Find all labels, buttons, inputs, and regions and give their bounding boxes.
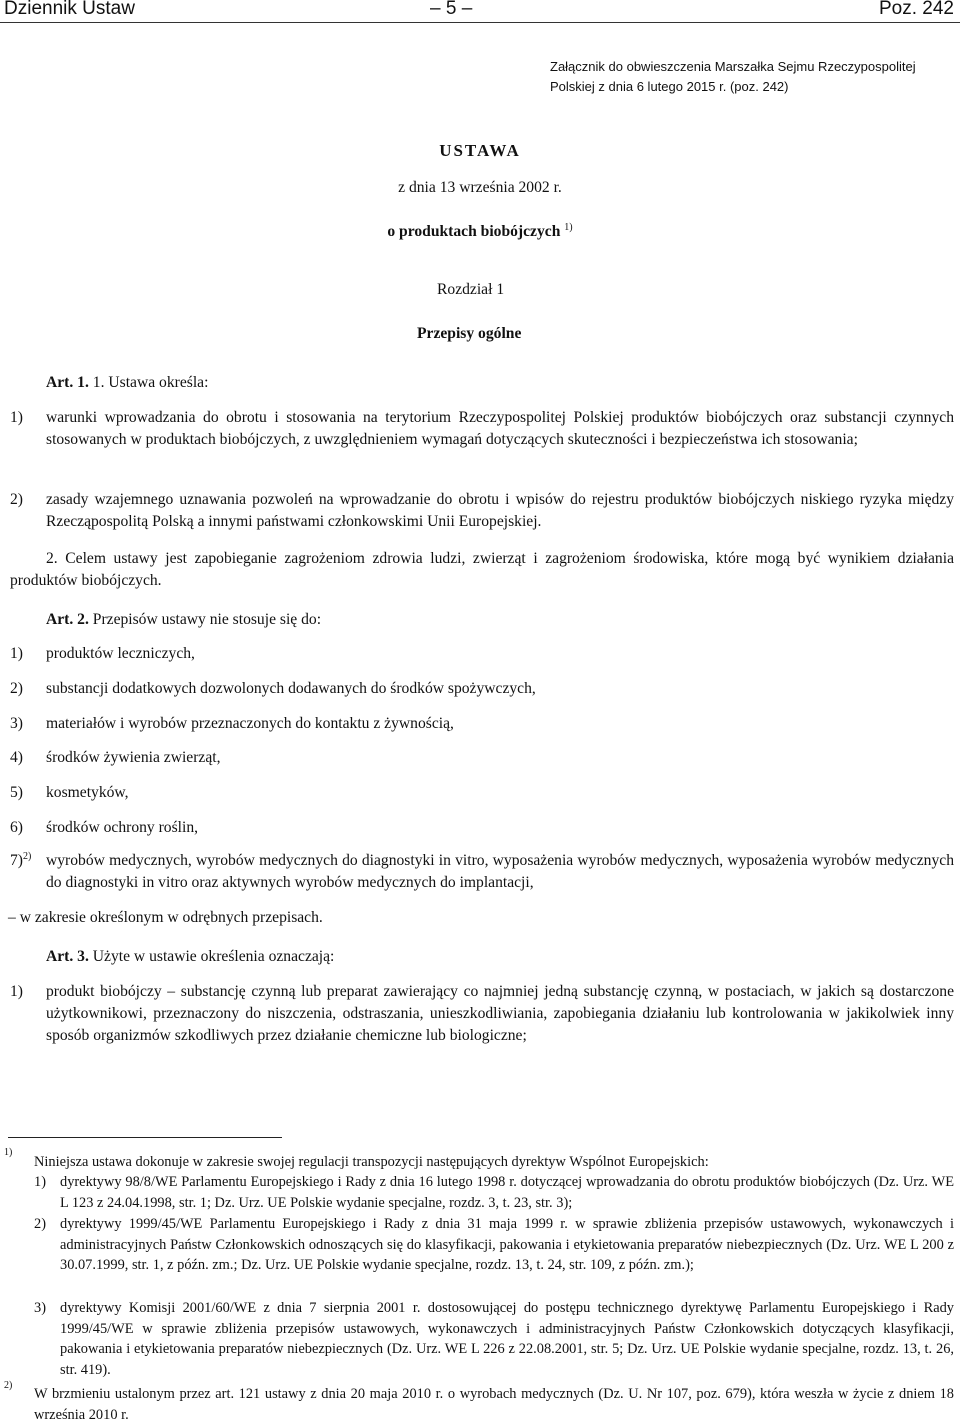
list-item: 6) środków ochrony roślin, bbox=[10, 819, 199, 836]
art1-heading: Art. 1. 1. Ustawa określa: bbox=[46, 374, 209, 391]
footnote-mark: 1) bbox=[4, 1147, 13, 1158]
footnote-ref: 2) bbox=[23, 850, 32, 862]
chapter-title: Przepisy ogólne bbox=[417, 325, 522, 342]
art3-heading: Art. 3. Użyte w ustawie określenia oznaczają: bbox=[46, 948, 335, 965]
footnote-item: 2) dyrektywy 1999/45/WE Parlamentu Europejskiego i Rady z dnia 31 maja 1999 r. w sprawie zbliżenia przepisów ustawowych, wykonawczych i administracyjnych Państw Członkowskich odnoszących się do klasyfikacji, pakowania i etykietowania preparatów niebezpiecznych (Dz. Urz. WE L 200 z 30.07.1999, str. 1, z późn. zm.; Dz. Urz. UE Polskie wydanie specjalne, rozdz. 13, t. 24, str. 109, z późn. zm.); bbox=[34, 1216, 954, 1273]
art2-closing: – w zakresie określonym w odrębnych przepisach. bbox=[8, 909, 323, 926]
header-rule bbox=[0, 22, 960, 23]
art2-heading: Art. 2. Przepisów ustawy nie stosuje się do: bbox=[46, 611, 322, 628]
page-number: – 5 – bbox=[430, 0, 473, 19]
act-date: z dnia 13 września 2002 r. bbox=[398, 179, 562, 196]
journal-name: Dziennik Ustaw bbox=[4, 0, 135, 19]
annex-note: Załącznik do obwieszczenia Marszałka Sejmu Rzeczypospolitej Polskiej z dnia 6 lutego 2015 r. (poz. 242) bbox=[550, 59, 916, 94]
act-subject: o produktach biobójczych $^{1)}$ bbox=[387, 221, 573, 240]
footnote-mark: 2) bbox=[4, 1380, 13, 1391]
list-item: 5) kosmetyków, bbox=[10, 784, 129, 801]
footnote-1-intro: Niniejsza ustawa dokonuje w zakresie swojej regulacji transpozycji następujących dyrektyw Wspólnot Europejskich: bbox=[34, 1154, 709, 1170]
list-item: 2) substancji dodatkowych dozwolonych dodawanych do środków spożywczych, bbox=[10, 680, 536, 697]
art1-paragraph-2: 2. Celem ustawy jest zapobieganie zagrożeniom zdrowia ludzi, zwierząt i zagrożeniom środowiska, które mogą być wynikiem działania produktów biobójczych. bbox=[10, 550, 954, 589]
footnote-2-text: W brzmieniu ustalonym przez art. 121 ustawy z dnia 20 maja 2010 r. o wyrobach medycznych (Dz. U. Nr 107, poz. 679), która weszła w życie z dniem 18 września 2010 r. bbox=[34, 1386, 954, 1423]
list-item: 4) środków żywienia zwierząt, bbox=[10, 749, 221, 766]
list-item: 3) materiałów i wyrobów przeznaczonych do kontaktu z żywnością, bbox=[10, 715, 454, 732]
position-number: Poz. 242 bbox=[879, 0, 954, 19]
footnote-item: 3) dyrektywy Komisji 2001/60/WE z dnia 7 sierpnia 2001 r. dostosowującej do postępu technicznego dyrektywę Parlamentu Europejskiego i Rady 1999/45/WE w sprawie zbliżenia przepisów ustawowych, wykonawczych i administracyjnych Państw Członkowskich dotyczących klasyfikacji, pakowania i etykietowania preparatów niebezpiecznych (Dz. Urz. WE L 226 z 22.08.2001, str. 5; Dz. Urz. UE Polskie wydanie specjalne, rozdz. 13, t. 26, str. 419). bbox=[34, 1300, 954, 1378]
act-type: USTAWA bbox=[439, 141, 521, 160]
chapter-number: Rozdział 1 bbox=[437, 281, 505, 298]
footnote-ref: 1) bbox=[564, 221, 573, 233]
list-item: 1) produktów leczniczych, bbox=[10, 645, 195, 662]
list-item: 1) produkt biobójczy – substancję czynną lub preparat zawierający co najmniej jedną substancję czynną, w postaciach, w jakich są dostarczone użytkownikowi, przeznaczony do niszczenia, odstraszania, unieszkodliwiania, zapobiegania działaniu lub kontrolowania w jakikolwiek inny sposób organizmów szkodliwych przez działanie chemiczne lub biologiczne; bbox=[10, 983, 954, 1044]
list-item: 7)$^{2)}$ wyrobów medycznych, wyrobów medycznych do diagnostyki in vitro, wyposażenia wyrobów medycznych, wyposażenia wyrobów medycznych do diagnostyki in vitro oraz aktywnych wyrobów medycznych do implantacji, bbox=[10, 850, 954, 891]
list-item: 1) warunki wprowadzania do obrotu i stosowania na terytorium Rzeczypospolitej Polskiej produktów biobójczych oraz substancji czynnych stosowanych w produktach biobójczych, z uwzględnieniem wymagań dotyczących skuteczności i bezpieczeństwa ich stosowania; bbox=[10, 409, 954, 448]
list-item: 2) zasady wzajemnego uznawania pozwoleń na wprowadzanie do obrotu i wpisów do rejestru produktów biobójczych niskiego ryzyka między Rzecząpospolitą Polską a innymi państwami członkowskimi Unii Europejskiej. bbox=[10, 491, 954, 530]
footnote-item: 1) dyrektywy 98/8/WE Parlamentu Europejskiego i Rady z dnia 16 lutego 1998 r. dotyczącej wprowadzania do obrotu produktów biobójczych (Dz. Urz. WE L 123 z 24.04.1998, str. 1; Dz. Urz. UE Polskie wydanie specjalne, rozdz. 3, t. 23, str. 3); bbox=[34, 1174, 954, 1211]
footnote-separator bbox=[8, 1137, 282, 1138]
